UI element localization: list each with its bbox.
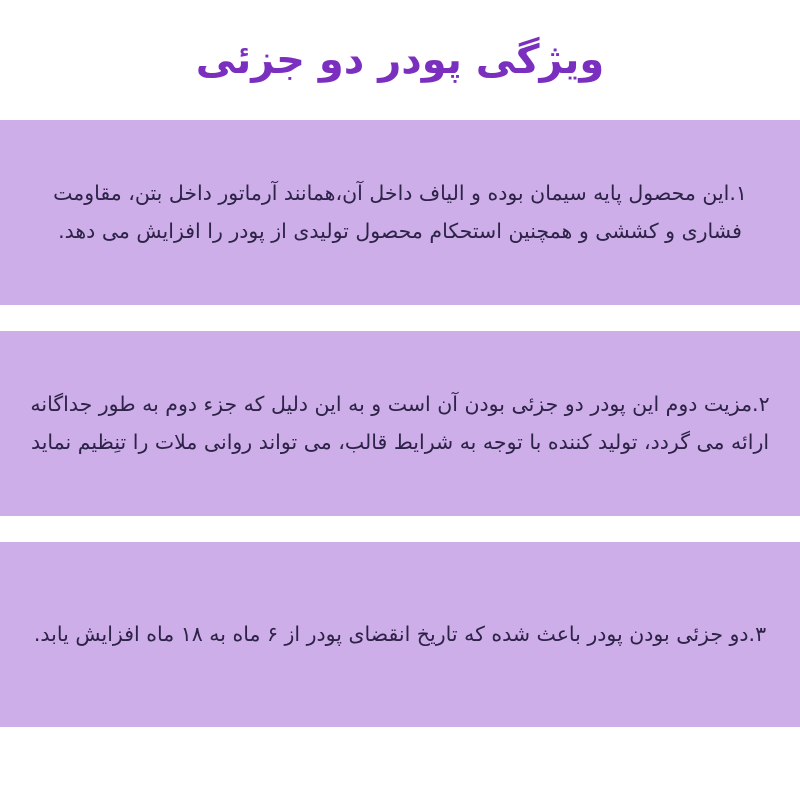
feature-band-1 [0, 120, 800, 305]
title-area [0, 0, 800, 120]
feature-band-2 [0, 331, 800, 516]
bottom-margin [0, 727, 800, 800]
page-title: ویژگی پودر دو جزئی [195, 37, 605, 83]
feature-text-2: ۲.مزیت دوم این پودر دو جزئی بودن آن است و به این دلیل که جزء دوم به طور جداگانه ارائه می گردد، تولید کننده با توجه به شرایط قالب، می تواند روانی ملات را تنِظیم نماید [30, 392, 770, 454]
feature-text-1: ۱.این محصول پایه سیمان بوده و الیاف داخل آن،همانند آرماتور داخل بتن، مقاومت فشاری و کششی و همچنین استحکام محصول تولیدی از پودر را افزایش می دهد. [53, 181, 747, 243]
band-divider-1 [0, 305, 800, 331]
feature-band-3 [0, 542, 800, 727]
feature-text-3: ۳.دو جزئی بودن پودر باعث شده که تاریخ انقضای پودر از ۶ ماه به ۱۸ ماه افزایش یابد. [33, 621, 767, 646]
band-divider-2 [0, 516, 800, 542]
